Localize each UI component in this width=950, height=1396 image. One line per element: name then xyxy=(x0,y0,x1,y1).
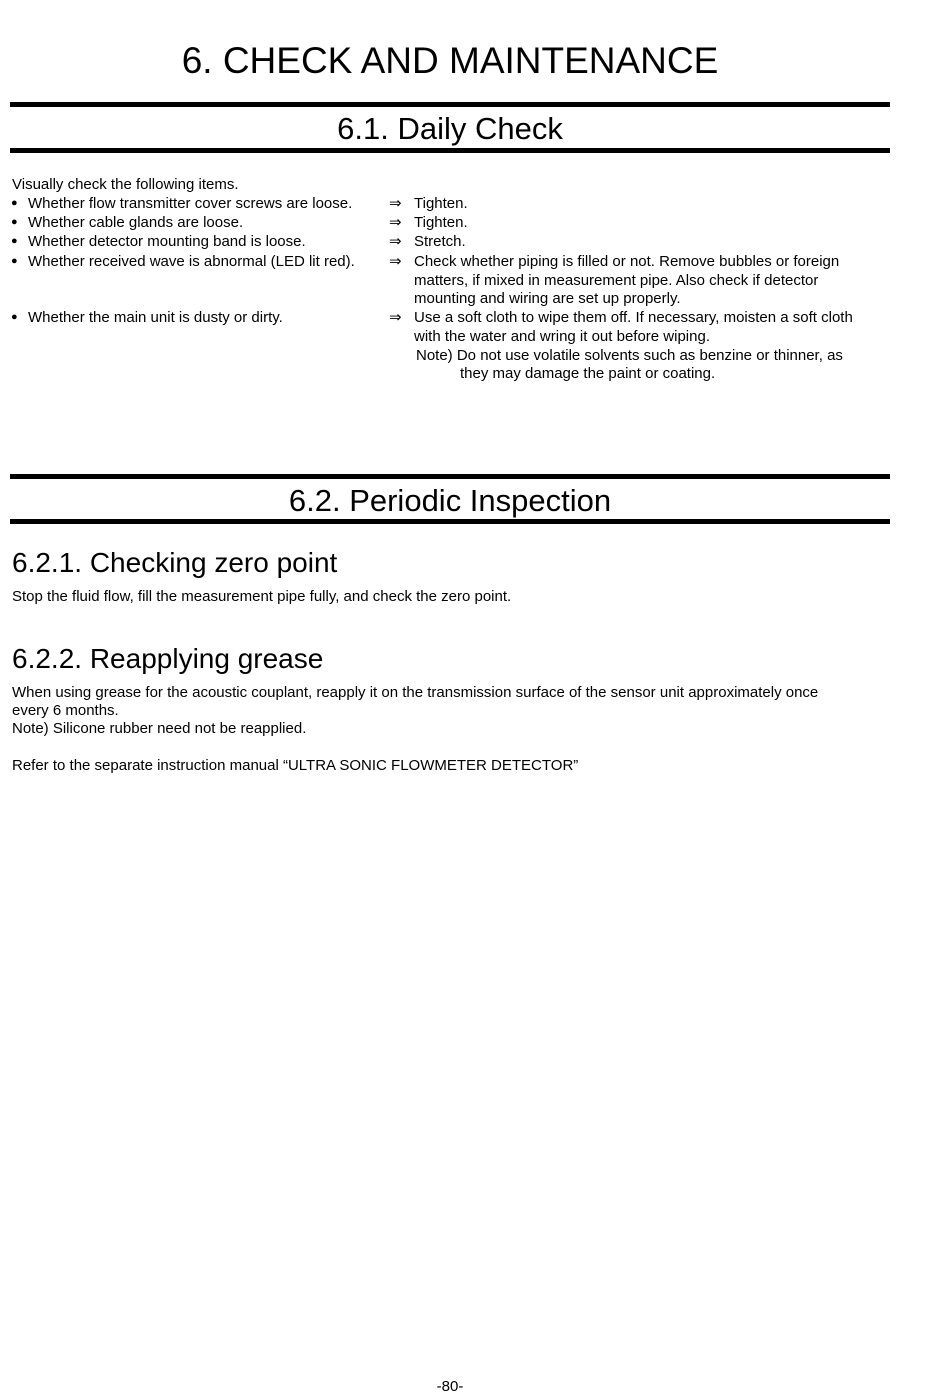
check-item-text: Whether the main unit is dusty or dirty. xyxy=(28,309,283,326)
grease-note: Note) Silicone rubber need not be reapplied. xyxy=(12,720,307,737)
check-action-text: matters, if mixed in measurement pipe. Also check if detector xyxy=(414,272,819,289)
zero-point-text: Stop the fluid flow, fill the measurement pipe fully, and check the zero point. xyxy=(12,588,512,605)
bullet-icon: ● xyxy=(11,216,18,228)
check-action-text: Tighten. xyxy=(414,214,468,231)
daily-check-note: Note) Do not use volatile solvents such as benzine or thinner, as xyxy=(416,347,843,364)
arrow-icon: ⇒ xyxy=(389,308,402,326)
section-rule-top xyxy=(10,474,890,479)
section-rule-bottom xyxy=(10,519,890,524)
page-number: -80- xyxy=(436,1378,464,1395)
bullet-icon: ● xyxy=(11,311,18,323)
check-action-text: Check whether piping is filled or not. Remove bubbles or foreign xyxy=(414,253,840,270)
section-title-daily-check: 6.1. Daily Check xyxy=(337,111,563,146)
chapter-title: 6. CHECK AND MAINTENANCE xyxy=(181,40,719,81)
check-item-text: Whether received wave is abnormal (LED lit red). xyxy=(28,253,355,270)
bullet-icon: ● xyxy=(11,255,18,267)
check-action-text: Stretch. xyxy=(414,233,466,250)
subsection-title-grease: 6.2.2. Reapplying grease xyxy=(12,643,324,674)
grease-reference: Refer to the separate instruction manual “ULTRA SONIC FLOWMETER DETECTOR” xyxy=(12,757,579,774)
arrow-icon: ⇒ xyxy=(389,232,402,250)
grease-text-continued: every 6 months. xyxy=(12,702,119,719)
check-item-text: Whether flow transmitter cover screws are loose. xyxy=(28,195,353,212)
section-rule-top xyxy=(10,102,890,107)
bullet-icon: ● xyxy=(11,235,18,247)
arrow-icon: ⇒ xyxy=(389,213,402,231)
grease-text: When using grease for the acoustic couplant, reapply it on the transmission surface of the sensor unit approximately once xyxy=(12,684,819,701)
arrow-icon: ⇒ xyxy=(389,194,402,212)
daily-check-note-continued: they may damage the paint or coating. xyxy=(460,365,716,382)
arrow-icon: ⇒ xyxy=(389,252,402,270)
check-action-text: Use a soft cloth to wipe them off. If necessary, moisten a soft cloth xyxy=(414,309,853,326)
check-item-text: Whether cable glands are loose. xyxy=(28,214,244,231)
check-action-text: with the water and wring it out before wiping. xyxy=(414,328,710,345)
daily-check-intro: Visually check the following items. xyxy=(12,176,239,193)
section-rule-bottom xyxy=(10,148,890,153)
bullet-icon: ● xyxy=(11,197,18,209)
check-item-text: Whether detector mounting band is loose. xyxy=(28,233,306,250)
section-title-periodic-inspection: 6.2. Periodic Inspection xyxy=(288,483,612,518)
subsection-title-zero-point: 6.2.1. Checking zero point xyxy=(12,547,338,578)
check-action-text: Tighten. xyxy=(414,195,468,212)
check-action-text: mounting and wiring are set up properly. xyxy=(414,290,681,307)
